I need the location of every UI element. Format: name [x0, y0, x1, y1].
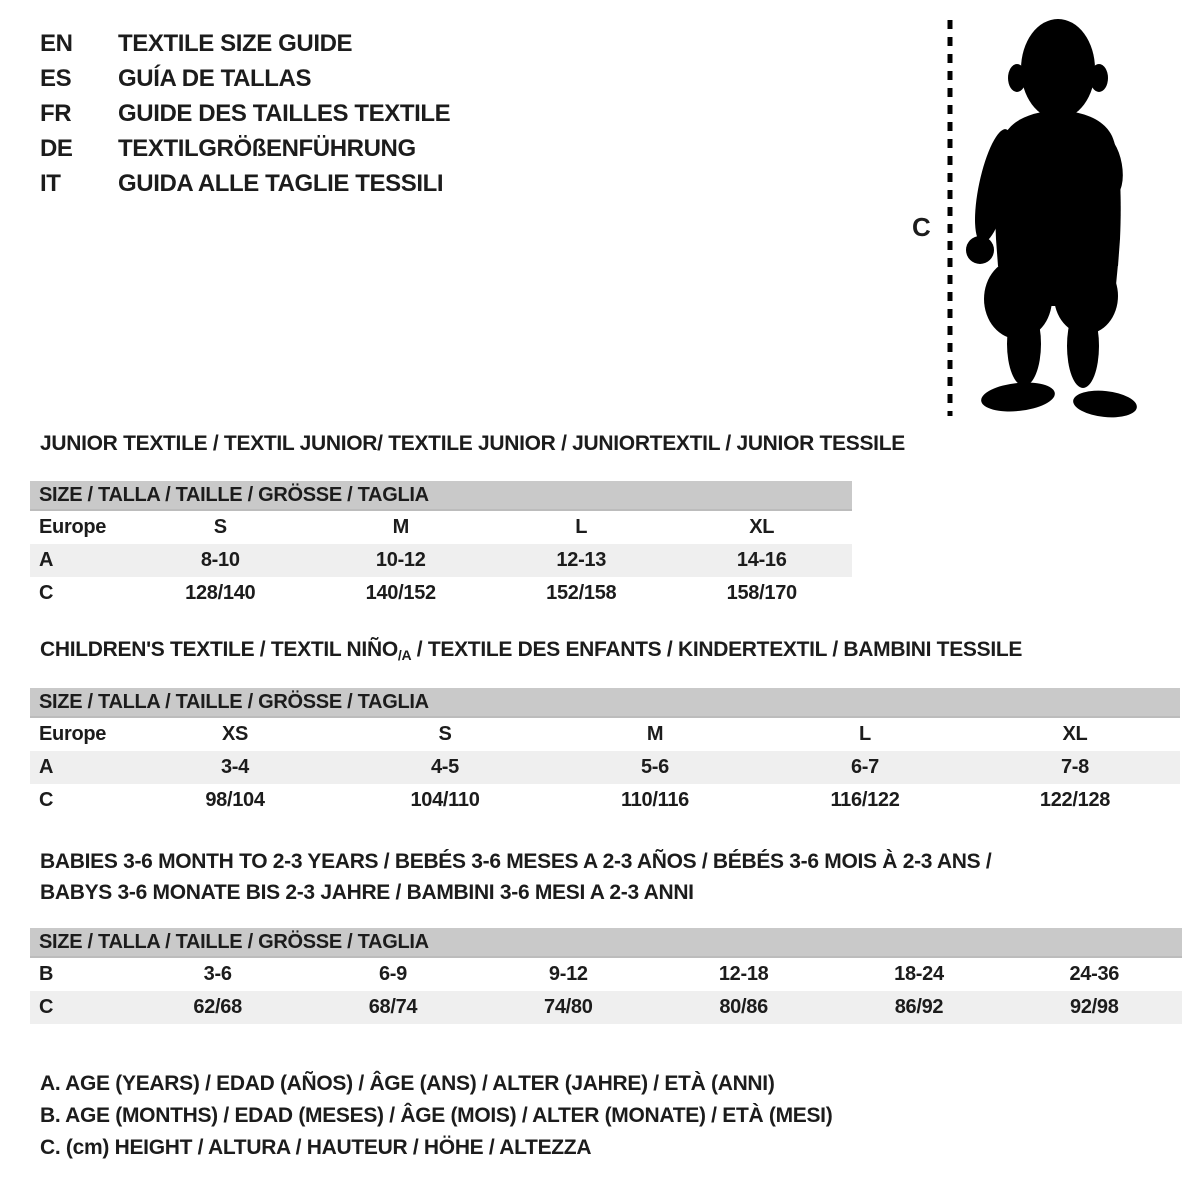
- row-label: Europe: [39, 516, 107, 538]
- age-cell: 10-12: [375, 549, 426, 571]
- row-label: A: [39, 549, 54, 571]
- height-cell: 158/170: [726, 582, 797, 604]
- age-cell: 9-12: [548, 963, 588, 985]
- height-cell: 104/110: [410, 789, 480, 811]
- size-cell: M: [392, 516, 409, 538]
- size-cell: S: [213, 516, 227, 538]
- section-title-children: [40, 638, 1022, 663]
- height-cell: 62/68: [193, 996, 242, 1018]
- age-cell: 8-10: [200, 549, 240, 571]
- table-row-height: [30, 577, 852, 610]
- height-cell: 98/104: [205, 789, 265, 811]
- junior-size-table: [30, 481, 852, 610]
- size-cell: XL: [749, 516, 775, 538]
- table-row-height: [30, 991, 1182, 1024]
- height-cell: 152/158: [546, 582, 617, 604]
- language-code: EN: [40, 29, 73, 57]
- measure-legend: [40, 1068, 832, 1164]
- title-line-2: BABYS 3-6 MONATE BIS 2-3 JAHRE / BAMBINI 3-6 MESI A 2-3 ANNI: [40, 881, 694, 904]
- height-cell: 116/122: [830, 789, 900, 811]
- row-label: C: [39, 996, 54, 1018]
- section-title-junior: JUNIOR TEXTILE / TEXTIL JUNIOR/ TEXTILE JUNIOR / JUNIORTEXTIL / JUNIOR TESSILE: [40, 432, 905, 455]
- row-label: C: [39, 582, 54, 604]
- language-row-en: [40, 26, 450, 61]
- age-cell: 4-5: [430, 756, 459, 778]
- guide-title: TEXTILE SIZE GUIDE: [118, 29, 353, 57]
- title-part: CHILDREN'S TEXTILE / TEXTIL NIÑO: [40, 638, 398, 661]
- table-row-age-months: [30, 958, 1182, 991]
- legend-age-months: B. AGE (MONTHS) / EDAD (MESES) / ÂGE (MOIS) / ALTER (MONATE) / ETÀ (MESI): [40, 1104, 833, 1127]
- age-cell: 14-16: [736, 549, 787, 571]
- title-line-1: BABIES 3-6 MONTH TO 2-3 YEARS / BEBÉS 3-6 MESES A 2-3 AÑOS / BÉBÉS 3-6 MOIS À 2-3 ANS /: [40, 850, 992, 873]
- toddler-figure: [966, 19, 1138, 420]
- age-cell: 5-6: [640, 756, 669, 778]
- age-cell: 24-36: [1069, 963, 1120, 985]
- language-list: [40, 26, 450, 201]
- age-cell: 12-18: [718, 963, 769, 985]
- language-row-es: [40, 61, 450, 96]
- language-row-fr: [40, 96, 450, 131]
- size-cell: M: [646, 723, 664, 745]
- size-cell: L: [859, 723, 871, 745]
- height-cell: 80/86: [719, 996, 768, 1018]
- height-measure-label: C: [912, 212, 931, 242]
- table-row-height: [30, 784, 1180, 817]
- children-size-table: [30, 688, 1180, 817]
- height-cell: 110/116: [621, 789, 689, 811]
- height-cell: 92/98: [1070, 996, 1119, 1018]
- height-cell: 140/152: [365, 582, 436, 604]
- language-row-de: [40, 131, 450, 166]
- height-cell: 74/80: [544, 996, 593, 1018]
- table-header-size: SIZE / TALLA / TAILLE / GRÖSSE / TAGLIA: [30, 688, 1180, 718]
- title-part: / TEXTILE DES ENFANTS / KINDERTEXTIL / BAMBINI TESSILE: [411, 638, 1023, 661]
- row-label: A: [39, 756, 54, 778]
- row-label: B: [39, 963, 54, 985]
- size-cell: XS: [221, 723, 249, 745]
- age-cell: 18-24: [894, 963, 944, 985]
- age-cell: 12-13: [556, 549, 607, 571]
- age-cell: 6-9: [378, 963, 407, 985]
- table-row-europe: [30, 511, 852, 544]
- table-header-size: SIZE / TALLA / TAILLE / GRÖSSE / TAGLIA: [30, 928, 1182, 958]
- height-cell: 86/92: [894, 996, 944, 1018]
- toddler-silhouette: [900, 14, 1150, 424]
- age-cell: 3-4: [220, 756, 249, 778]
- row-label: C: [39, 789, 54, 811]
- guide-title: GUIDA ALLE TAGLIE TESSILI: [118, 169, 444, 197]
- age-cell: 7-8: [1060, 756, 1089, 778]
- section-title-babies: [40, 846, 991, 908]
- size-cell: L: [575, 516, 588, 538]
- guide-title: TEXTILGRÖßENFÜHRUNG: [118, 134, 416, 162]
- table-row-age: [30, 544, 852, 577]
- language-code: DE: [40, 134, 73, 162]
- table-header-size: SIZE / TALLA / TAILLE / GRÖSSE / TAGLIA: [30, 481, 852, 511]
- row-label: Europe: [39, 723, 107, 745]
- legend-age-years: A. AGE (YEARS) / EDAD (AÑOS) / ÂGE (ANS) / ALTER (JAHRE) / ETÀ (ANNI): [40, 1072, 775, 1095]
- language-code: ES: [40, 64, 72, 92]
- title-subscript: /A: [397, 647, 412, 663]
- age-cell: 3-6: [203, 963, 232, 985]
- height-cell: 122/128: [1039, 789, 1111, 811]
- table-row-age: [30, 751, 1180, 784]
- legend-height-cm: C. (cm) HEIGHT / ALTURA / HAUTEUR / HÖHE / ALTEZZA: [40, 1136, 592, 1159]
- babies-size-table: [30, 928, 1182, 1024]
- age-cell: 6-7: [850, 756, 879, 778]
- guide-title: GUÍA DE TALLAS: [118, 64, 312, 92]
- language-code: IT: [40, 169, 61, 197]
- height-cell: 128/140: [185, 582, 256, 604]
- height-cell: 68/74: [368, 996, 418, 1018]
- guide-title: GUIDE DES TAILLES TEXTILE: [118, 99, 451, 127]
- language-row-it: [40, 166, 450, 201]
- size-cell: XL: [1062, 723, 1088, 745]
- language-code: FR: [40, 99, 72, 127]
- table-row-europe: [30, 718, 1180, 751]
- size-cell: S: [438, 723, 452, 745]
